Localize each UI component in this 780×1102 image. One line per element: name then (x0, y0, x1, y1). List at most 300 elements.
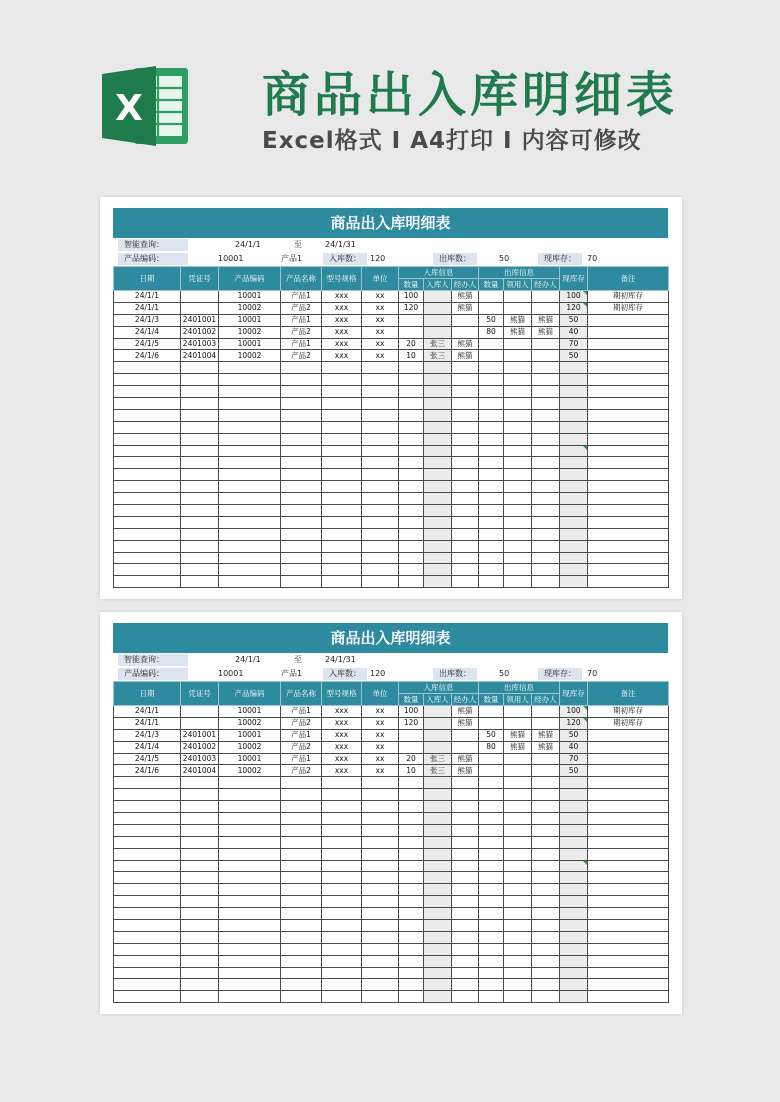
table-cell[interactable] (281, 920, 322, 932)
table-cell[interactable]: 10 (399, 350, 424, 362)
table-cell[interactable] (504, 481, 532, 493)
table-cell[interactable] (588, 540, 669, 552)
table-cell[interactable] (560, 813, 588, 825)
table-cell[interactable]: xx (362, 729, 399, 741)
table-cell[interactable] (479, 813, 504, 825)
table-cell[interactable] (504, 291, 532, 303)
table-cell[interactable] (362, 801, 399, 813)
table-cell[interactable] (219, 848, 281, 860)
table-cell[interactable]: 100 (560, 706, 588, 718)
table-cell[interactable] (452, 493, 479, 505)
table-cell[interactable] (479, 884, 504, 896)
table-cell[interactable] (424, 991, 452, 1003)
table-cell[interactable]: xx (362, 302, 399, 314)
table-cell[interactable] (479, 955, 504, 967)
table-cell[interactable] (424, 386, 452, 398)
table-cell[interactable] (281, 801, 322, 813)
table-cell[interactable] (452, 374, 479, 386)
table-cell[interactable] (322, 469, 362, 481)
table-cell[interactable] (504, 374, 532, 386)
table-cell[interactable] (424, 552, 452, 564)
table-cell[interactable] (322, 896, 362, 908)
table-cell[interactable] (479, 979, 504, 991)
table-cell[interactable] (114, 516, 181, 528)
table-cell[interactable] (114, 931, 181, 943)
table-cell[interactable] (399, 789, 424, 801)
table-cell[interactable] (588, 741, 669, 753)
table-cell[interactable] (504, 908, 532, 920)
table-cell[interactable] (322, 860, 362, 872)
table-cell[interactable] (504, 955, 532, 967)
table-cell[interactable] (399, 386, 424, 398)
table-cell[interactable] (452, 955, 479, 967)
table-cell[interactable] (219, 564, 281, 576)
table-cell[interactable] (479, 777, 504, 789)
table-cell[interactable] (424, 824, 452, 836)
table-cell[interactable] (322, 386, 362, 398)
table-cell[interactable]: 10002 (219, 302, 281, 314)
table-cell[interactable] (181, 433, 219, 445)
table-cell[interactable]: 熊猫 (452, 717, 479, 729)
table-cell[interactable]: xxx (322, 291, 362, 303)
table-cell[interactable] (322, 540, 362, 552)
table-cell[interactable] (399, 824, 424, 836)
table-cell[interactable] (219, 362, 281, 374)
table-cell[interactable] (281, 884, 322, 896)
table-cell[interactable]: 120 (560, 302, 588, 314)
table-cell[interactable]: 50 (560, 314, 588, 326)
table-cell[interactable] (424, 421, 452, 433)
table-cell[interactable] (399, 540, 424, 552)
table-cell[interactable]: 24/1/3 (114, 314, 181, 326)
table-cell[interactable] (560, 386, 588, 398)
table-cell[interactable] (181, 516, 219, 528)
table-cell[interactable]: 24/1/4 (114, 326, 181, 338)
table-cell[interactable] (532, 386, 560, 398)
table-cell[interactable] (504, 789, 532, 801)
table-cell[interactable] (560, 398, 588, 410)
table-cell[interactable]: xxx (322, 717, 362, 729)
table-cell[interactable] (281, 955, 322, 967)
table-cell[interactable] (424, 967, 452, 979)
table-cell[interactable] (281, 493, 322, 505)
table-cell[interactable] (588, 908, 669, 920)
table-cell[interactable] (424, 326, 452, 338)
table-cell[interactable] (399, 896, 424, 908)
table-cell[interactable] (362, 505, 399, 517)
table-cell[interactable]: 24/1/6 (114, 350, 181, 362)
table-cell[interactable] (532, 374, 560, 386)
table-cell[interactable] (114, 421, 181, 433)
table-cell[interactable] (479, 540, 504, 552)
table-cell[interactable] (114, 955, 181, 967)
table-cell[interactable] (504, 979, 532, 991)
table-cell[interactable] (532, 362, 560, 374)
table-cell[interactable] (399, 801, 424, 813)
table-cell[interactable] (181, 302, 219, 314)
table-cell[interactable] (362, 457, 399, 469)
table-cell[interactable]: 120 (399, 717, 424, 729)
table-cell[interactable] (560, 979, 588, 991)
table-cell[interactable] (281, 409, 322, 421)
table-cell[interactable] (362, 516, 399, 528)
table-cell[interactable] (424, 374, 452, 386)
table-cell[interactable] (504, 931, 532, 943)
table-cell[interactable] (588, 955, 669, 967)
table-cell[interactable] (560, 481, 588, 493)
table-cell[interactable]: 产品1 (281, 706, 322, 718)
table-cell[interactable]: xxx (322, 741, 362, 753)
table-cell[interactable] (504, 445, 532, 457)
table-cell[interactable] (532, 291, 560, 303)
table-cell[interactable]: xxx (322, 326, 362, 338)
table-cell[interactable] (281, 991, 322, 1003)
table-cell[interactable] (399, 955, 424, 967)
table-cell[interactable] (452, 516, 479, 528)
table-cell[interactable] (114, 801, 181, 813)
table-cell[interactable] (114, 943, 181, 955)
table-cell[interactable]: 期初库存 (588, 717, 669, 729)
table-cell[interactable] (362, 777, 399, 789)
table-cell[interactable]: 100 (399, 706, 424, 718)
table-cell[interactable] (424, 801, 452, 813)
table-cell[interactable] (114, 398, 181, 410)
table-cell[interactable]: xx (362, 314, 399, 326)
table-cell[interactable] (219, 777, 281, 789)
table-cell[interactable] (588, 481, 669, 493)
table-cell[interactable] (588, 350, 669, 362)
table-cell[interactable] (560, 801, 588, 813)
table-cell[interactable] (532, 884, 560, 896)
table-cell[interactable] (452, 789, 479, 801)
table-cell[interactable] (281, 777, 322, 789)
table-cell[interactable]: 70 (560, 338, 588, 350)
table-cell[interactable] (504, 991, 532, 1003)
table-cell[interactable] (452, 326, 479, 338)
table-cell[interactable] (322, 445, 362, 457)
table-cell[interactable] (322, 836, 362, 848)
table-cell[interactable] (219, 824, 281, 836)
table-cell[interactable] (322, 931, 362, 943)
table-cell[interactable] (362, 908, 399, 920)
table-cell[interactable] (399, 433, 424, 445)
table-cell[interactable] (452, 386, 479, 398)
table-cell[interactable] (479, 362, 504, 374)
table-cell[interactable] (424, 445, 452, 457)
table-cell[interactable] (281, 789, 322, 801)
table-cell[interactable] (588, 884, 669, 896)
table-cell[interactable] (588, 552, 669, 564)
table-cell[interactable]: 10002 (219, 717, 281, 729)
table-cell[interactable] (588, 824, 669, 836)
table-cell[interactable] (399, 469, 424, 481)
table-cell[interactable] (424, 314, 452, 326)
table-cell[interactable] (532, 445, 560, 457)
table-cell[interactable] (532, 433, 560, 445)
table-cell[interactable] (322, 481, 362, 493)
table-cell[interactable] (560, 872, 588, 884)
table-cell[interactable] (424, 493, 452, 505)
table-cell[interactable] (399, 848, 424, 860)
table-cell[interactable] (588, 765, 669, 777)
table-cell[interactable] (219, 516, 281, 528)
table-cell[interactable] (399, 908, 424, 920)
table-cell[interactable] (424, 576, 452, 588)
table-cell[interactable]: 70 (560, 753, 588, 765)
table-cell[interactable]: xx (362, 765, 399, 777)
table-cell[interactable] (114, 493, 181, 505)
table-cell[interactable] (219, 955, 281, 967)
table-cell[interactable] (532, 753, 560, 765)
table-cell[interactable] (532, 908, 560, 920)
table-cell[interactable]: 24/1/1 (114, 717, 181, 729)
table-cell[interactable] (181, 991, 219, 1003)
table-cell[interactable] (219, 469, 281, 481)
table-cell[interactable] (504, 362, 532, 374)
table-cell[interactable] (362, 813, 399, 825)
table-cell[interactable] (479, 824, 504, 836)
table-cell[interactable] (181, 801, 219, 813)
table-cell[interactable] (532, 469, 560, 481)
table-cell[interactable] (181, 374, 219, 386)
table-cell[interactable]: 80 (479, 741, 504, 753)
table-cell[interactable] (452, 528, 479, 540)
table-cell[interactable] (281, 386, 322, 398)
table-cell[interactable] (504, 943, 532, 955)
table-cell[interactable] (560, 896, 588, 908)
table-cell[interactable] (114, 824, 181, 836)
table-cell[interactable] (479, 505, 504, 517)
table-cell[interactable] (424, 777, 452, 789)
table-cell[interactable] (479, 943, 504, 955)
table-cell[interactable] (181, 706, 219, 718)
table-cell[interactable] (532, 540, 560, 552)
table-cell[interactable] (399, 576, 424, 588)
table-cell[interactable]: 产品1 (281, 338, 322, 350)
table-cell[interactable] (452, 564, 479, 576)
table-cell[interactable] (362, 979, 399, 991)
table-cell[interactable] (362, 955, 399, 967)
table-cell[interactable] (452, 931, 479, 943)
table-cell[interactable] (479, 789, 504, 801)
table-cell[interactable] (424, 955, 452, 967)
table-cell[interactable] (424, 908, 452, 920)
table-cell[interactable] (322, 362, 362, 374)
table-cell[interactable] (181, 777, 219, 789)
table-cell[interactable] (588, 991, 669, 1003)
table-cell[interactable] (560, 528, 588, 540)
table-cell[interactable] (560, 433, 588, 445)
table-cell[interactable]: 20 (399, 753, 424, 765)
table-cell[interactable] (588, 421, 669, 433)
table-cell[interactable] (504, 516, 532, 528)
table-cell[interactable] (181, 386, 219, 398)
table-cell[interactable]: 50 (479, 314, 504, 326)
date-to[interactable]: 24/1/31 (325, 655, 356, 664)
table-cell[interactable] (114, 552, 181, 564)
table-cell[interactable]: 10001 (219, 314, 281, 326)
table-cell[interactable] (399, 326, 424, 338)
table-cell[interactable] (452, 576, 479, 588)
table-cell[interactable] (504, 350, 532, 362)
table-cell[interactable]: xxx (322, 302, 362, 314)
table-cell[interactable] (322, 777, 362, 789)
table-cell[interactable] (532, 801, 560, 813)
table-cell[interactable] (281, 445, 322, 457)
table-cell[interactable] (424, 741, 452, 753)
table-cell[interactable] (219, 836, 281, 848)
table-cell[interactable] (588, 801, 669, 813)
table-cell[interactable] (181, 872, 219, 884)
table-cell[interactable] (560, 920, 588, 932)
table-cell[interactable] (479, 457, 504, 469)
table-cell[interactable]: 10001 (219, 338, 281, 350)
table-cell[interactable] (588, 789, 669, 801)
table-cell[interactable] (560, 848, 588, 860)
table-cell[interactable] (588, 848, 669, 860)
table-cell[interactable] (114, 872, 181, 884)
table-cell[interactable]: 24/1/1 (114, 706, 181, 718)
table-cell[interactable] (424, 291, 452, 303)
table-cell[interactable] (560, 824, 588, 836)
table-cell[interactable]: xx (362, 326, 399, 338)
table-cell[interactable] (424, 943, 452, 955)
table-cell[interactable]: 产品1 (281, 753, 322, 765)
table-cell[interactable] (532, 896, 560, 908)
table-cell[interactable]: 熊猫 (532, 314, 560, 326)
table-cell[interactable] (560, 362, 588, 374)
table-cell[interactable] (114, 836, 181, 848)
table-cell[interactable] (362, 967, 399, 979)
table-cell[interactable]: xxx (322, 706, 362, 718)
table-cell[interactable] (588, 409, 669, 421)
table-cell[interactable] (399, 493, 424, 505)
table-cell[interactable] (479, 528, 504, 540)
table-cell[interactable] (424, 729, 452, 741)
table-cell[interactable]: xxx (322, 350, 362, 362)
table-cell[interactable]: 2401001 (181, 729, 219, 741)
table-cell[interactable] (114, 789, 181, 801)
table-cell[interactable]: 24/1/4 (114, 741, 181, 753)
table-cell[interactable] (114, 469, 181, 481)
table-cell[interactable] (114, 908, 181, 920)
table-cell[interactable] (504, 896, 532, 908)
table-cell[interactable] (560, 445, 588, 457)
table-cell[interactable] (424, 481, 452, 493)
table-cell[interactable] (322, 528, 362, 540)
table-cell[interactable] (504, 433, 532, 445)
table-cell[interactable] (181, 291, 219, 303)
table-cell[interactable] (452, 362, 479, 374)
table-cell[interactable] (504, 801, 532, 813)
table-cell[interactable] (479, 469, 504, 481)
table-cell[interactable] (219, 386, 281, 398)
table-cell[interactable] (532, 338, 560, 350)
table-cell[interactable] (588, 528, 669, 540)
table-cell[interactable] (181, 884, 219, 896)
table-cell[interactable] (479, 433, 504, 445)
table-cell[interactable] (479, 920, 504, 932)
table-cell[interactable] (452, 824, 479, 836)
table-cell[interactable]: 24/1/3 (114, 729, 181, 741)
table-cell[interactable] (281, 813, 322, 825)
table-cell[interactable]: 熊猫 (532, 741, 560, 753)
table-cell[interactable] (424, 860, 452, 872)
table-cell[interactable] (532, 931, 560, 943)
table-cell[interactable] (322, 457, 362, 469)
table-cell[interactable] (219, 445, 281, 457)
table-cell[interactable] (362, 824, 399, 836)
table-cell[interactable] (281, 848, 322, 860)
table-cell[interactable] (532, 836, 560, 848)
table-cell[interactable] (532, 302, 560, 314)
table-cell[interactable] (424, 706, 452, 718)
table-cell[interactable] (588, 516, 669, 528)
table-cell[interactable] (322, 943, 362, 955)
table-cell[interactable]: 熊猫 (452, 753, 479, 765)
table-cell[interactable] (588, 896, 669, 908)
table-cell[interactable] (362, 896, 399, 908)
table-cell[interactable] (452, 872, 479, 884)
table-cell[interactable] (322, 421, 362, 433)
table-cell[interactable] (479, 860, 504, 872)
table-cell[interactable]: 熊猫 (532, 729, 560, 741)
table-cell[interactable] (452, 860, 479, 872)
table-cell[interactable] (399, 777, 424, 789)
table-cell[interactable] (588, 979, 669, 991)
table-cell[interactable]: 熊猫 (452, 291, 479, 303)
date-from[interactable]: 24/1/1 (235, 655, 261, 664)
table-cell[interactable] (452, 729, 479, 741)
table-cell[interactable] (281, 979, 322, 991)
table-cell[interactable] (452, 505, 479, 517)
table-cell[interactable] (452, 813, 479, 825)
table-cell[interactable] (479, 421, 504, 433)
table-cell[interactable] (452, 777, 479, 789)
table-cell[interactable] (181, 920, 219, 932)
table-cell[interactable]: xx (362, 706, 399, 718)
table-cell[interactable] (452, 991, 479, 1003)
table-cell[interactable] (560, 777, 588, 789)
table-cell[interactable] (532, 777, 560, 789)
table-cell[interactable] (219, 979, 281, 991)
table-cell[interactable] (588, 493, 669, 505)
table-cell[interactable] (114, 433, 181, 445)
table-cell[interactable] (452, 540, 479, 552)
table-cell[interactable] (281, 433, 322, 445)
table-cell[interactable] (219, 398, 281, 410)
table-cell[interactable] (424, 789, 452, 801)
table-cell[interactable] (362, 943, 399, 955)
table-cell[interactable] (452, 457, 479, 469)
table-cell[interactable] (452, 979, 479, 991)
table-cell[interactable] (532, 872, 560, 884)
table-cell[interactable] (362, 362, 399, 374)
table-cell[interactable] (362, 860, 399, 872)
table-cell[interactable] (424, 362, 452, 374)
table-cell[interactable] (219, 967, 281, 979)
table-cell[interactable] (560, 505, 588, 517)
table-cell[interactable]: 10002 (219, 741, 281, 753)
table-cell[interactable] (322, 789, 362, 801)
table-cell[interactable] (479, 350, 504, 362)
table-cell[interactable] (322, 991, 362, 1003)
table-cell[interactable] (452, 896, 479, 908)
table-cell[interactable] (181, 493, 219, 505)
table-cell[interactable] (532, 943, 560, 955)
table-cell[interactable] (479, 908, 504, 920)
table-cell[interactable] (560, 931, 588, 943)
